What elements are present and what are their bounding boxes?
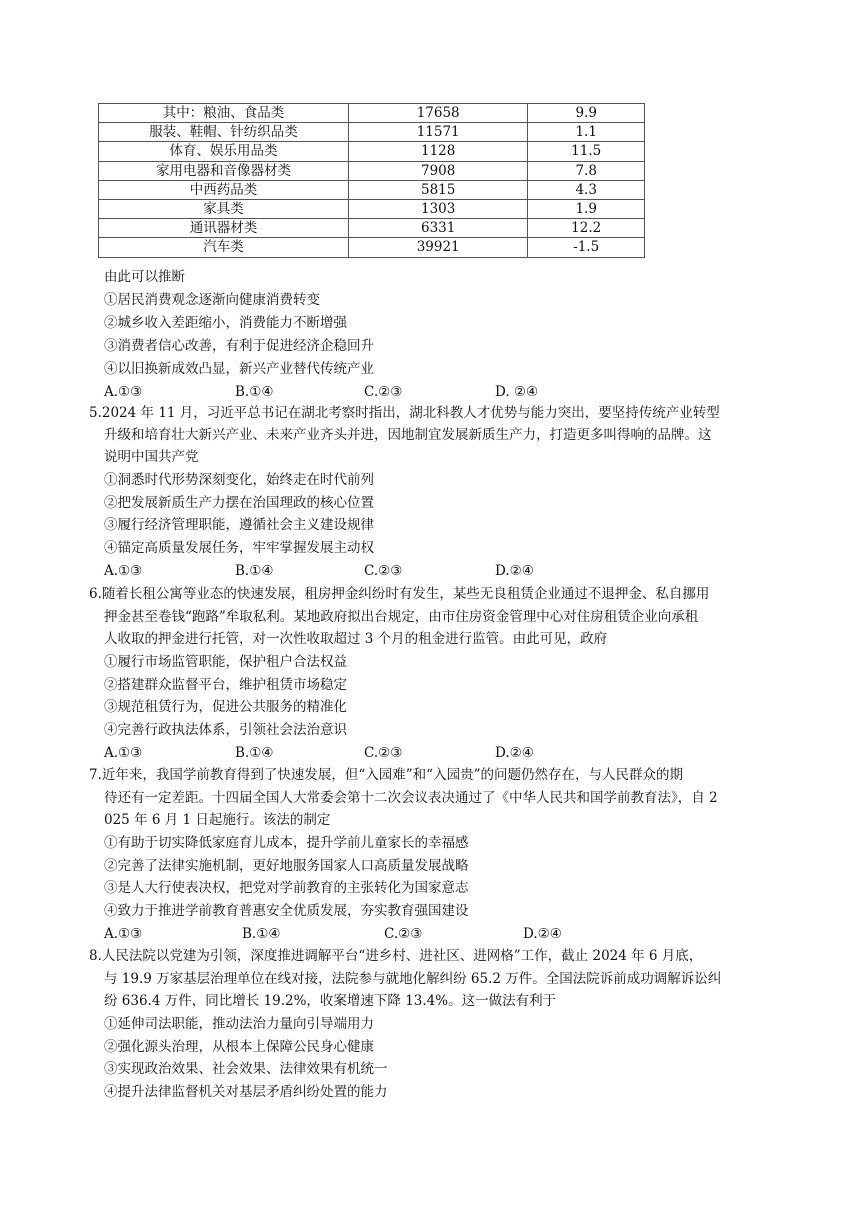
table-row xyxy=(99,142,645,161)
option-b: B.①④ xyxy=(235,563,274,579)
question-line: 7.近年来，我国学前教育得到了快速发展，但“入园难”和“入园贵”的问题仍然存在，与人民群众的期 xyxy=(89,767,683,783)
statement-item: ④以旧换新成效凸显，新兴产业替代传统产业 xyxy=(104,361,374,377)
table-cell: 11.5 xyxy=(528,142,645,161)
statement-item: ③是人大行使表决权，把党对学前教育的主张转化为国家意志 xyxy=(104,880,469,896)
table-cell: 1.1 xyxy=(528,123,645,142)
consumption-table xyxy=(98,103,645,258)
option-a: A.①③ xyxy=(104,926,143,942)
table-cell: 家用电器和音像器材类 xyxy=(99,161,349,180)
question-line: 纷 636.4 万件，同比增长 19.2%，收案增速下降 13.4%。这一做法有利于 xyxy=(104,993,557,1009)
table-cell: 6331 xyxy=(348,219,527,238)
question-stem: 由此可以推断 xyxy=(104,269,185,285)
table-row xyxy=(99,180,645,199)
table-row xyxy=(99,161,645,180)
statement-item: ①洞悉时代形势深刻变化，始终走在时代前列 xyxy=(104,472,374,488)
option-c: C.②③ xyxy=(364,745,403,761)
question-line: 6.随着长租公寓等业态的快速发展，租房押金纠纷时有发生，某些无良租赁企业通过不退押金、私自挪用 xyxy=(89,586,710,602)
question-line: 人收取的押金进行托管，对一次性收取超过 3 个月的租金进行监管。由此可见，政府 xyxy=(104,631,608,647)
question-line: 押金甚至卷钱“跑路”牟取私利。某地政府拟出台规定，由市住房资金管理中心对住房租赁企业向承租 xyxy=(104,609,699,625)
statement-item: ①延伸司法职能，推动法治力量向引导端用力 xyxy=(104,1016,374,1032)
option-a: A.①③ xyxy=(104,745,143,761)
statement-item: ③消费者信心改善，有利于促进经济企稳回升 xyxy=(104,338,374,354)
statement-item: ①履行市场监管职能，保护租户合法权益 xyxy=(104,654,347,670)
statement-item: ③履行经济管理职能，遵循社会主义建设规律 xyxy=(104,517,374,533)
statement-item: ④锚定高质量发展任务，牢牢掌握发展主动权 xyxy=(104,540,374,556)
table-cell: 9.9 xyxy=(528,104,645,123)
option-d: D.②④ xyxy=(495,745,534,761)
table-cell: 1303 xyxy=(348,199,527,218)
statement-item: ④致力于推进学前教育普惠安全优质发展，夯实教育强国建设 xyxy=(104,903,469,919)
table-cell: 5815 xyxy=(348,180,527,199)
table-cell: 39921 xyxy=(348,238,527,257)
statement-item: ④完善行政执法体系，引领社会法治意识 xyxy=(104,722,347,738)
statement-item: ①有助于切实降低家庭育儿成本，提升学前儿童家长的幸福感 xyxy=(104,835,469,851)
table-cell: 中西药品类 xyxy=(99,180,349,199)
table-cell: 服装、鞋帽、针纺织品类 xyxy=(99,123,349,142)
table-cell: 17658 xyxy=(348,104,527,123)
question-line: 说明中国共产党 xyxy=(104,449,199,465)
table-row xyxy=(99,199,645,218)
question-line: 025 年 6 月 1 日起施行。该法的制定 xyxy=(104,812,331,828)
table-cell: 通讯器材类 xyxy=(99,219,349,238)
statement-item: ②把发展新质生产力摆在治国理政的核心位置 xyxy=(104,495,374,511)
question-line: 升级和培育壮大新兴产业、未来产业齐头并进，因地制宜发展新质生产力，打造更多叫得响的品牌。这 xyxy=(104,427,712,443)
option-b: B.①④ xyxy=(235,384,274,400)
statement-item: ②城乡收入差距缩小，消费能力不断增强 xyxy=(104,315,347,331)
option-b: B.①④ xyxy=(242,926,281,942)
question-line: 待还有一定差距。十四届全国人大常委会第十二次会议表决通过了《中华人民共和国学前教育法》，自 2 xyxy=(104,790,718,806)
table-cell: 1128 xyxy=(348,142,527,161)
option-d: D. ②④ xyxy=(495,384,539,400)
statement-item: ②搭建群众监督平台，维护租赁市场稳定 xyxy=(104,677,347,693)
table-cell: 11571 xyxy=(348,123,527,142)
option-c: C.②③ xyxy=(384,926,423,942)
statement-item: ①居民消费观念逐渐向健康消费转变 xyxy=(104,292,320,308)
table-cell: 体育、娱乐用品类 xyxy=(99,142,349,161)
table-cell: 12.2 xyxy=(528,219,645,238)
statement-item: ③规范租赁行为，促进公共服务的精准化 xyxy=(104,699,347,715)
table-row xyxy=(99,104,645,123)
option-a: A.①③ xyxy=(104,563,143,579)
statement-item: ③实现政治效果、社会效果、法律效果有机统一 xyxy=(104,1061,388,1077)
statement-item: ②完善了法律实施机制，更好地服务国家人口高质量发展战略 xyxy=(104,858,469,874)
question-line: 8.人民法院以党建为引领，深度推进调解平台“进乡村、进社区、进网格”工作，截止 2024 年 6 月底， xyxy=(89,948,703,964)
table-row xyxy=(99,219,645,238)
table-cell: 其中：粮油、食品类 xyxy=(99,104,349,123)
option-b: B.①④ xyxy=(235,745,274,761)
option-d: D.②④ xyxy=(523,926,562,942)
statement-item: ②强化源头治理，从根本上保障公民身心健康 xyxy=(104,1039,374,1055)
table-cell: 1.9 xyxy=(528,199,645,218)
option-d: D.②④ xyxy=(495,563,534,579)
question-line: 与 19.9 万家基层治理单位在线对接，法院参与就地化解纠纷 65.2 万件。全国法院诉前成功调解诉讼纠 xyxy=(104,971,722,987)
table-row xyxy=(99,123,645,142)
table-cell: 4.3 xyxy=(528,180,645,199)
table-cell: 7908 xyxy=(348,161,527,180)
table-cell: 汽车类 xyxy=(99,238,349,257)
table-cell: 7.8 xyxy=(528,161,645,180)
option-a: A.①③ xyxy=(104,384,143,400)
option-c: C.②③ xyxy=(364,384,403,400)
table-cell: 家具类 xyxy=(99,199,349,218)
table-cell: -1.5 xyxy=(528,238,645,257)
statement-item: ④提升法律监督机关对基层矛盾纠纷处置的能力 xyxy=(104,1084,388,1100)
question-line: 5.2024 年 11 月，习近平总书记在湖北考察时指出，湖北科教人才优势与能力突出，要坚持传统产业转型 xyxy=(89,405,720,421)
table-row xyxy=(99,238,645,257)
option-c: C.②③ xyxy=(364,563,403,579)
